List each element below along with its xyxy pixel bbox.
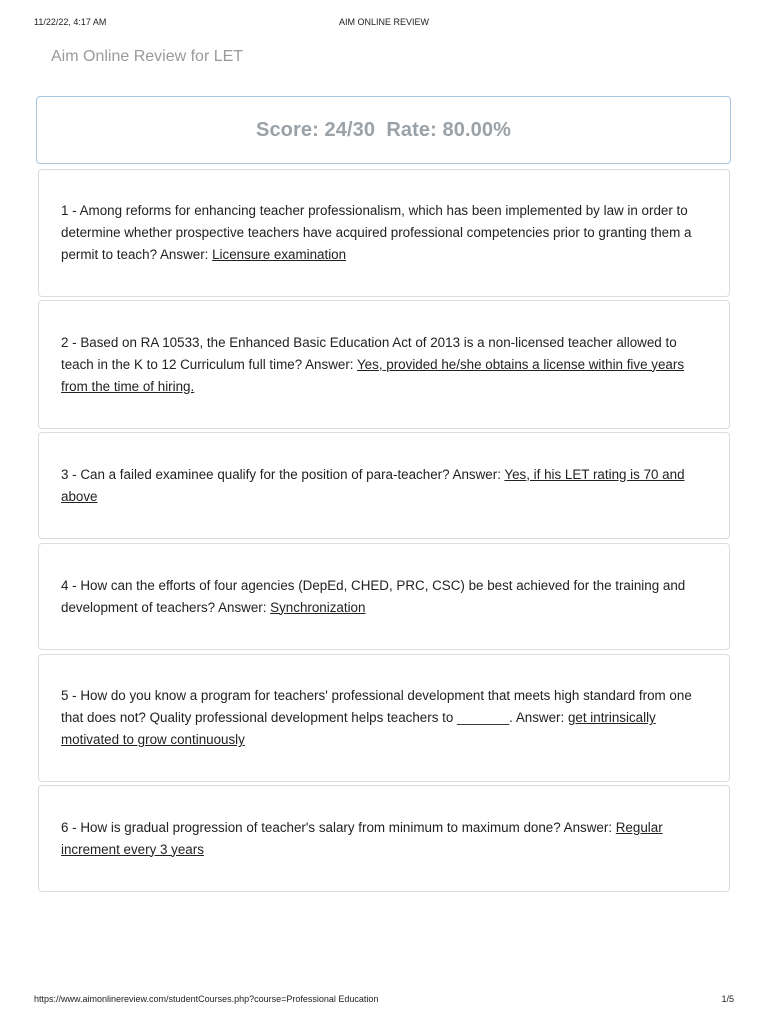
question-card-5: [38, 654, 730, 782]
question-prompt: 2 - Based on RA 10533, the Enhanced Basic Education Act of 2013 is a non-licensed teacher allowed to teach in the K to 12 Curriculum full time? Answer:: [61, 334, 677, 372]
question-card-4: [38, 543, 730, 650]
question-prompt: 4 - How can the efforts of four agencies (DepEd, CHED, PRC, CSC) be best achieved for the training and development of teachers? Answer:: [61, 577, 686, 615]
question-answer: Licensure examination: [212, 247, 347, 262]
score-text: Score: 24/30 Rate: 80.00%: [256, 118, 511, 141]
question-answer: get intrinsically motivated to grow continuously: [61, 710, 656, 747]
question-text: [61, 575, 707, 619]
question-prompt: 1 - Among reforms for enhancing teacher professionalism, which has been implemented by law in order to determine whether prospective teachers have acquired professional competencies prior to granting them a permit to teach? Answer:: [61, 203, 692, 262]
question-card-1: [38, 169, 730, 297]
site-title: Aim Online Review for LET: [51, 48, 244, 65]
score-card: [36, 96, 731, 164]
question-text: [61, 685, 707, 751]
question-text: [61, 332, 707, 398]
question-text: [61, 817, 707, 861]
question-answer: Regular increment every 3 years: [61, 819, 663, 857]
question-answer: Synchronization: [270, 599, 366, 615]
print-datetime: 11/22/22, 4:17 AM: [34, 17, 107, 27]
question-prompt: 3 - Can a failed examinee qualify for the position of para-teacher? Answer:: [61, 466, 505, 482]
question-text: [61, 200, 707, 266]
question-text: [61, 464, 707, 508]
question-card-2: [38, 300, 730, 429]
question-answer: Yes, provided he/she obtains a license within five years from the time of hiring.: [61, 356, 685, 394]
question-answer: Yes, if his LET rating is 70 and above: [61, 466, 685, 504]
question-prompt: 6 - How is gradual progression of teacher's salary from minimum to maximum done? Answer:: [61, 819, 616, 835]
print-url: https://www.aimonlinereview.com/studentCourses.php?course=Professional Education: [34, 994, 379, 1004]
page-number: 1/5: [721, 994, 734, 1004]
question-card-3: [38, 432, 730, 539]
print-title: AIM ONLINE REVIEW: [338, 17, 429, 27]
question-prompt: 5 - How do you know a program for teachers' professional development that meets high standard from one that does not? Quality professional development helps teachers to _______. Answer:: [61, 688, 692, 725]
question-card-6: [38, 785, 730, 892]
